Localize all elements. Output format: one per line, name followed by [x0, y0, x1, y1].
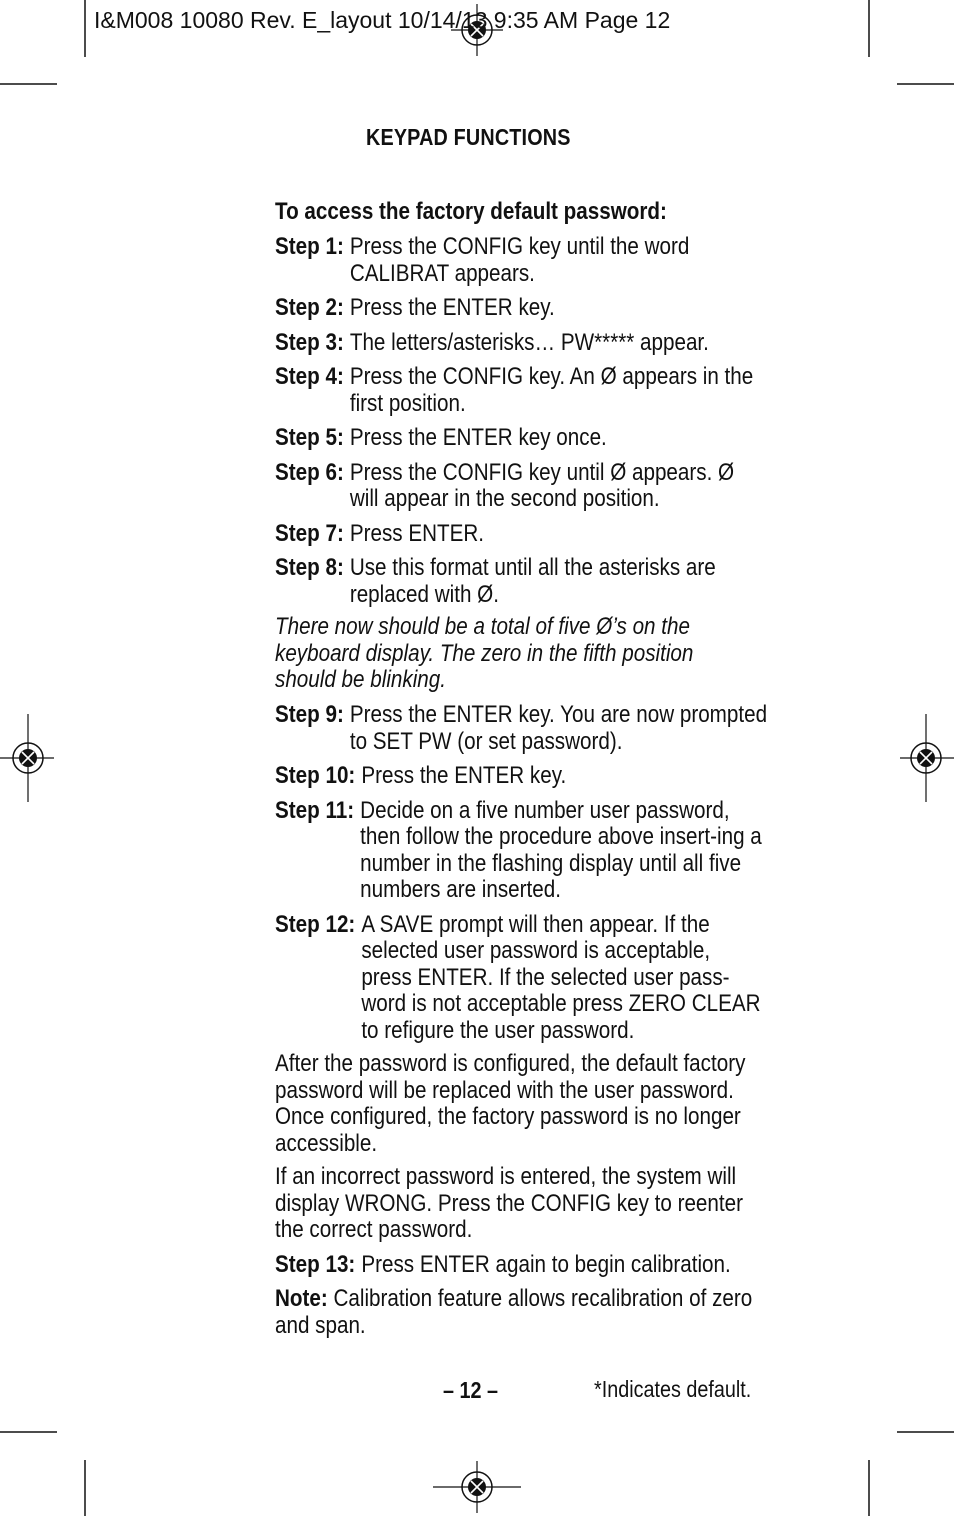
- step-text: Decide on a five number user password, then follow the procedure above insert-ing a number in the flashing display until all five numbers are inserted.: [360, 796, 762, 903]
- step-label: Step 12:: [275, 910, 356, 938]
- step-label: Step 6:: [275, 458, 344, 486]
- step-label: Step 5:: [275, 424, 344, 451]
- page-number: – 12 –: [443, 1377, 498, 1403]
- step-text: Press the ENTER key. You are now prompted to SET PW (or set password).: [349, 701, 768, 755]
- step-label: Step 7:: [275, 519, 344, 547]
- step-text: A SAVE prompt will then appear. If the selected user password is acceptable, press ENTER. If the selected user pass-word is not acceptable press ZERO CLEAR to refigure the user password.: [361, 910, 761, 1044]
- step-item: [275, 425, 782, 452]
- step-text: Press ENTER again to begin calibration.: [361, 1251, 731, 1278]
- step-text: The letters/asterisks… PW***** appear.: [349, 328, 709, 356]
- step-label: Step 1:: [275, 233, 344, 260]
- step-text: Press the ENTER key.: [361, 762, 567, 789]
- step-text: Use this format until all the asterisks are replaced with Ø.: [349, 554, 716, 608]
- step-label: Step 9:: [275, 701, 344, 728]
- section-subheading: To access the factory default password:: [275, 198, 667, 225]
- registration-mark-bottom: [433, 1461, 521, 1513]
- step-list-b: [275, 702, 782, 1044]
- print-slug: I&M008 10080 Rev. E_layout 10/14/13 9:35 AM Page 12: [94, 7, 671, 33]
- step-list-a: [275, 234, 782, 608]
- step-item: [275, 234, 782, 287]
- step-text: Press the CONFIG key. An Ø appears in the first position.: [349, 363, 754, 417]
- note: [275, 1286, 765, 1339]
- note-label: Note:: [275, 1285, 328, 1312]
- step-item: [275, 521, 782, 548]
- step-item: [275, 295, 782, 322]
- step-label: Step 10:: [275, 762, 356, 789]
- step-text: Press ENTER.: [349, 519, 485, 547]
- step-text: Press the ENTER key once.: [349, 424, 607, 451]
- step-label: Step 2:: [275, 294, 344, 321]
- paragraph-configured: After the password is configured, the default factory password will be replaced with the user password. Once configured, the factory password is no longer accessible.: [275, 1050, 746, 1157]
- step-item: [275, 364, 782, 417]
- step-item: [275, 555, 782, 608]
- step-text: Press the CONFIG key until Ø appears. Ø will appear in the second position.: [349, 458, 735, 512]
- step-text: Press the ENTER key.: [349, 294, 555, 321]
- step-item: [275, 763, 782, 790]
- registration-mark-right: [900, 714, 954, 802]
- step-item: [275, 912, 782, 1045]
- step-label: Step 4:: [275, 363, 344, 390]
- step-13: [275, 1252, 782, 1279]
- paragraph-incorrect-password: If an incorrect password is entered, the system will display WRONG. Press the CONFIG key to reenter the correct password.: [275, 1163, 743, 1243]
- page-title: KEYPAD FUNCTIONS: [366, 124, 571, 150]
- step-label: Step 8:: [275, 554, 344, 581]
- step-label: Step 13:: [275, 1251, 356, 1278]
- step-label: Step 3:: [275, 328, 344, 356]
- step-item: [275, 702, 782, 755]
- registration-mark-left: [0, 714, 54, 802]
- note-text: Calibration feature allows recalibration of zero and span.: [275, 1285, 753, 1339]
- footnote: *Indicates default.: [594, 1376, 752, 1402]
- step-item: [275, 330, 782, 357]
- step-item: [275, 798, 782, 904]
- italic-note: There now should be a total of five Ø’s on the keyboard display. The zero in the fifth position should be blinking.: [275, 613, 694, 693]
- step-item: [275, 460, 782, 513]
- step-label: Step 11:: [275, 796, 355, 824]
- step-text: Press the CONFIG key until the word CALIBRAT appears.: [349, 233, 690, 287]
- step-item: [275, 1252, 782, 1279]
